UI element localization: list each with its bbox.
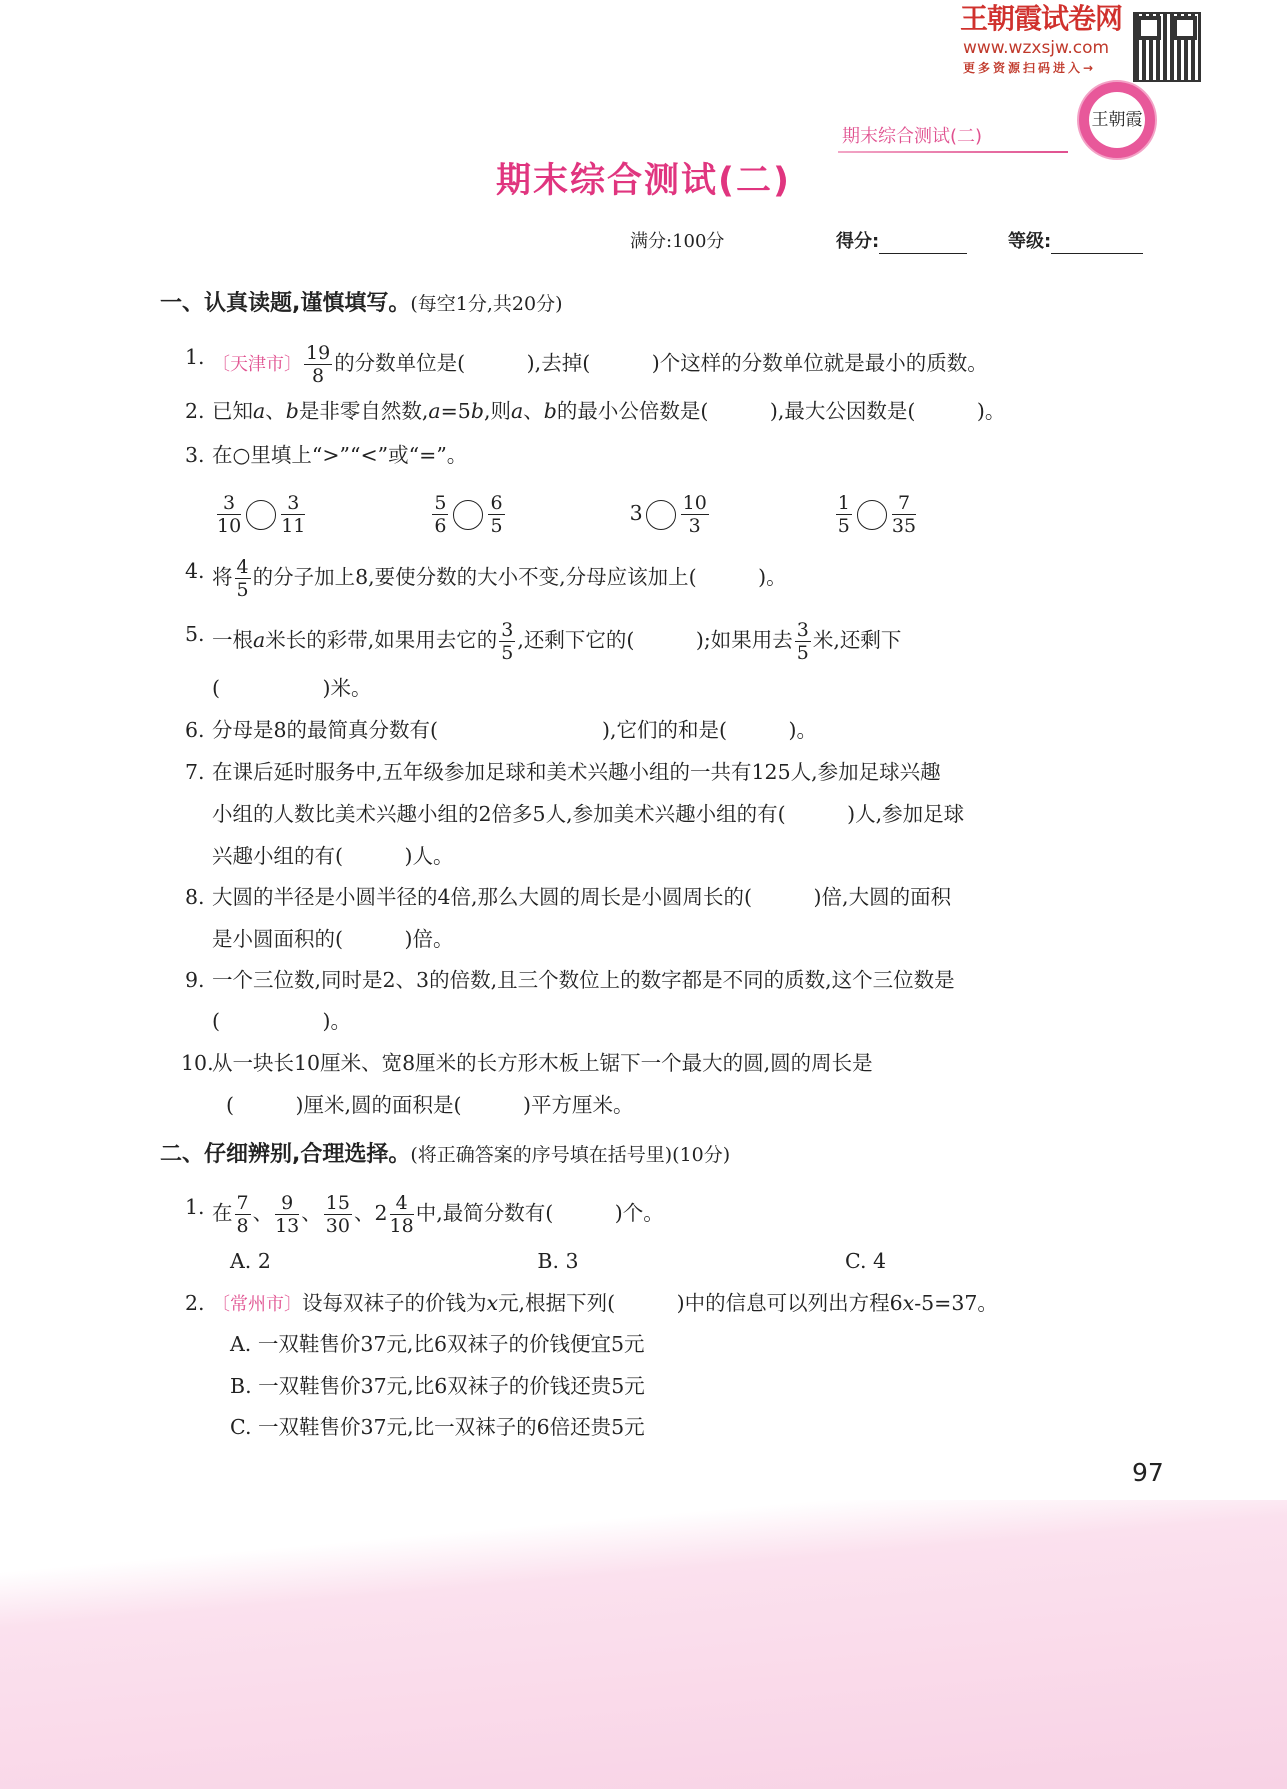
denominator: 5 bbox=[837, 515, 850, 537]
question-line bbox=[181, 1048, 873, 1078]
question-line bbox=[185, 342, 988, 387]
fraction bbox=[304, 342, 332, 387]
denominator: 35 bbox=[891, 515, 917, 537]
compare-circle[interactable] bbox=[646, 500, 676, 530]
fraction bbox=[217, 492, 241, 537]
variable: a bbox=[511, 399, 524, 423]
question-text: 大圆的半径是小圆半径的4倍,那么大圆的周长是小圆周长的( )倍,大圆的面积 bbox=[212, 885, 952, 909]
question-text: 在课后延时服务中,五年级参加足球和美术兴趣小组的一共有125人,参加足球兴趣 bbox=[212, 760, 941, 784]
denominator: 5 bbox=[501, 642, 514, 664]
question-number: 8. bbox=[185, 885, 205, 909]
question-text: 是非零自然数, bbox=[298, 399, 429, 423]
question-line bbox=[185, 757, 941, 787]
page-title: 期末综合测试(二) bbox=[496, 161, 791, 201]
numerator: 15 bbox=[325, 1192, 350, 1214]
question-text: 的最小公倍数是( ),最大公因数是( )。 bbox=[556, 399, 1006, 423]
numerator: 9 bbox=[275, 1192, 299, 1215]
variable: a bbox=[253, 628, 266, 652]
question-number: 6. bbox=[185, 718, 205, 742]
question-text: 、 bbox=[252, 1201, 274, 1225]
fraction bbox=[488, 492, 504, 537]
question-text: 米长的彩带,如果用去它的 bbox=[265, 628, 498, 652]
numerator: 3 bbox=[501, 619, 514, 641]
question-text: -5=37。 bbox=[914, 1291, 998, 1315]
question-text: ,则 bbox=[483, 399, 512, 423]
question-text: A. 2 B. 3 C. 4 bbox=[230, 1249, 887, 1273]
question-text bbox=[711, 501, 834, 525]
grade-label: 等级: bbox=[1008, 231, 1052, 252]
fraction bbox=[275, 1192, 299, 1237]
question-line bbox=[230, 1246, 886, 1276]
question-text: 一根 bbox=[212, 628, 253, 652]
question-line bbox=[185, 1192, 664, 1237]
question-text: C. 一双鞋售价37元,比一双袜子的6倍还贵5元 bbox=[230, 1415, 645, 1439]
question-line bbox=[185, 715, 818, 745]
section-heading-1 bbox=[160, 290, 563, 318]
question-text: 分母是8的最简真分数有( ),它们的和是( )。 bbox=[212, 718, 818, 742]
question-number: 1. bbox=[185, 345, 205, 369]
question-text: 是小圆面积的( )倍。 bbox=[212, 927, 454, 951]
fraction bbox=[836, 492, 852, 537]
variable: b bbox=[470, 399, 484, 423]
numerator: 3 bbox=[217, 492, 241, 515]
numerator: 6 bbox=[490, 492, 503, 514]
question-text: ( )米。 bbox=[212, 676, 372, 700]
question-line bbox=[230, 1371, 645, 1401]
variable: a bbox=[253, 399, 266, 423]
fraction bbox=[432, 492, 448, 537]
fraction bbox=[324, 1192, 352, 1237]
fraction bbox=[281, 492, 305, 537]
numerator: 5 bbox=[434, 492, 447, 514]
question-line bbox=[215, 492, 918, 537]
question-text: ,还剩下它的( );如果用去 bbox=[517, 628, 793, 652]
question-line bbox=[226, 1090, 634, 1120]
question-text: ( )厘米,圆的面积是( )平方厘米。 bbox=[226, 1093, 634, 1117]
variable: x bbox=[902, 1291, 915, 1315]
question-text: 在○里填上“>”“<”或“=”。 bbox=[212, 443, 468, 467]
region-tag: 〔常州市〕 bbox=[212, 1294, 302, 1315]
question-text: 将 bbox=[212, 565, 233, 589]
question-text: 的分子加上8,要使分数的大小不变,分母应该加上( )。 bbox=[252, 565, 787, 589]
compare-circle[interactable] bbox=[246, 500, 276, 530]
numerator: 7 bbox=[892, 492, 916, 515]
fraction bbox=[795, 619, 811, 664]
numerator: 10 bbox=[682, 492, 707, 514]
question-line bbox=[212, 841, 454, 871]
question-number: 7. bbox=[185, 760, 205, 784]
section-heading-2 bbox=[160, 1141, 730, 1169]
question-text: A. 一双鞋售价37元,比6双袜子的价钱便宜5元 bbox=[230, 1332, 645, 1356]
question-text: 兴趣小组的有( )人。 bbox=[212, 844, 454, 868]
question-line bbox=[212, 1006, 351, 1036]
question-text bbox=[507, 501, 630, 525]
compare-circle[interactable] bbox=[857, 500, 887, 530]
denominator: 10 bbox=[217, 515, 242, 537]
question-text: ( )。 bbox=[212, 1009, 351, 1033]
score-label: 得分: bbox=[836, 231, 880, 252]
question-line bbox=[185, 1288, 998, 1320]
qr-code-icon bbox=[1133, 12, 1201, 82]
denominator: 11 bbox=[281, 515, 306, 537]
grade-blank[interactable] bbox=[1051, 233, 1143, 254]
question-number: 5. bbox=[185, 622, 205, 646]
question-number: 10. bbox=[181, 1051, 214, 1075]
question-text: 元,根据下列( )中的信息可以列出方程6 bbox=[498, 1291, 903, 1315]
denominator: 3 bbox=[688, 515, 701, 537]
question-line bbox=[185, 556, 787, 601]
fraction bbox=[499, 619, 515, 664]
score-blank[interactable] bbox=[879, 233, 967, 254]
fraction bbox=[235, 556, 251, 601]
question-number: 1. bbox=[185, 1195, 205, 1219]
question-text: 小组的人数比美术兴趣小组的2倍多5人,参加美术兴趣小组的有( )人,参加足球 bbox=[212, 802, 965, 826]
denominator: 5 bbox=[796, 642, 809, 664]
question-line bbox=[230, 1329, 645, 1359]
numerator: 3 bbox=[796, 619, 809, 641]
denominator: 30 bbox=[325, 1215, 350, 1237]
fraction bbox=[390, 1192, 414, 1237]
seal-logo bbox=[1077, 80, 1157, 160]
denominator: 5 bbox=[490, 515, 503, 537]
question-line bbox=[212, 799, 964, 829]
denominator: 13 bbox=[275, 1215, 300, 1237]
full-score: 满分:100分 bbox=[630, 231, 725, 252]
seal-signature: 王朝霞 bbox=[1089, 92, 1145, 148]
numerator: 1 bbox=[837, 492, 850, 514]
denominator: 8 bbox=[312, 365, 325, 387]
fraction bbox=[892, 492, 916, 537]
question-text: B. 一双鞋售价37元,比6双袜子的价钱还贵5元 bbox=[230, 1374, 645, 1398]
brand-logo-text: 王朝霞试卷网 bbox=[960, 2, 1123, 35]
question-text: 的分数单位是( ),去掉( )个这样的分数单位就是最小的质数。 bbox=[334, 351, 988, 375]
question-text: 中,最简分数有( )个。 bbox=[415, 1201, 664, 1225]
question-line bbox=[185, 619, 902, 664]
variable: x bbox=[486, 1291, 499, 1315]
question-text: 、 bbox=[523, 399, 544, 423]
running-title-underline bbox=[838, 151, 1068, 153]
question-line bbox=[212, 924, 454, 954]
question-number: 2. bbox=[185, 1291, 205, 1315]
brand-url[interactable]: www.wzxsjw.com bbox=[963, 38, 1110, 58]
score-field[interactable] bbox=[836, 230, 967, 254]
section-title: 一、认真读题,谨慎填写。 bbox=[160, 291, 411, 316]
numerator: 19 bbox=[306, 342, 331, 364]
fraction bbox=[681, 492, 709, 537]
question-number: 9. bbox=[185, 968, 205, 992]
denominator: 6 bbox=[434, 515, 447, 537]
variable: b bbox=[285, 399, 299, 423]
question-text: 3 bbox=[629, 501, 643, 525]
compare-circle[interactable] bbox=[453, 500, 483, 530]
denominator: 8 bbox=[236, 1215, 249, 1237]
question-line bbox=[185, 396, 1006, 426]
grade-field[interactable] bbox=[1008, 230, 1143, 254]
section-note: (每空1分,共20分) bbox=[410, 293, 563, 315]
brand-more-text: 更多资源扫码进入→ bbox=[963, 61, 1097, 75]
question-text: 从一块长10厘米、宽8厘米的长方形木板上锯下一个最大的圆,圆的周长是 bbox=[212, 1051, 873, 1075]
question-text bbox=[307, 501, 430, 525]
question-text: =5 bbox=[440, 399, 471, 423]
question-text: 、2 bbox=[353, 1201, 388, 1225]
question-line bbox=[185, 965, 955, 995]
question-number: 2. bbox=[185, 399, 205, 423]
question-line bbox=[212, 673, 372, 703]
numerator: 4 bbox=[390, 1192, 414, 1215]
variable: a bbox=[428, 399, 441, 423]
question-text: 、 bbox=[301, 1201, 322, 1225]
numerator: 3 bbox=[281, 492, 305, 515]
numerator: 7 bbox=[236, 1192, 249, 1214]
question-line bbox=[185, 440, 468, 470]
numerator: 4 bbox=[236, 556, 249, 578]
running-title: 期末综合测试(二) bbox=[842, 126, 983, 147]
question-text: 米,还剩下 bbox=[812, 628, 902, 652]
denominator: 18 bbox=[389, 1215, 414, 1237]
question-text: 、 bbox=[265, 399, 286, 423]
region-tag: 〔天津市〕 bbox=[212, 354, 302, 375]
question-text: 设每双袜子的价钱为 bbox=[302, 1291, 487, 1315]
question-text: 一个三位数,同时是2、3的倍数,且三个数位上的数字都是不同的质数,这个三位数是 bbox=[212, 968, 955, 992]
question-line bbox=[185, 882, 952, 912]
denominator: 5 bbox=[236, 579, 249, 601]
question-number: 3. bbox=[185, 443, 205, 467]
question-line bbox=[230, 1412, 645, 1442]
question-text: 在 bbox=[212, 1201, 233, 1225]
fraction bbox=[235, 1192, 251, 1237]
question-number: 4. bbox=[185, 559, 205, 583]
section-note: (将正确答案的序号填在括号里)(10分) bbox=[410, 1144, 731, 1166]
section-title: 二、仔细辨别,合理选择。 bbox=[160, 1142, 411, 1167]
page-number: 97 bbox=[1132, 1458, 1164, 1487]
variable: b bbox=[543, 399, 557, 423]
bottom-band bbox=[0, 1500, 1287, 1789]
question-text: 已知 bbox=[212, 399, 253, 423]
